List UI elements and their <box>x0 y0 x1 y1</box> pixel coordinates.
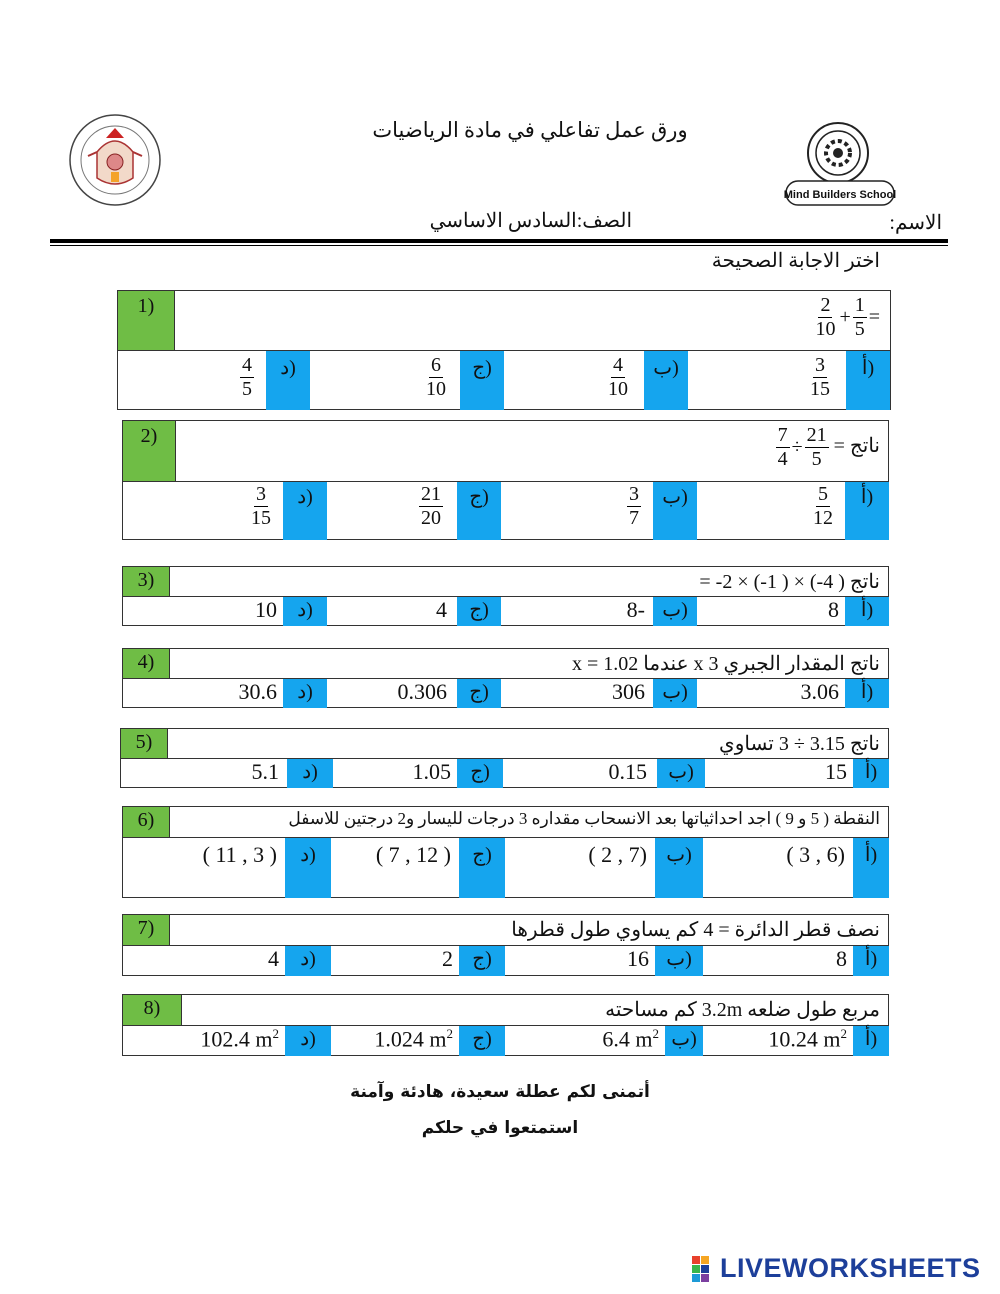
closing-line-2: استمتعوا في حلكم <box>421 1118 579 1138</box>
class-label: الصف:السادس الاساسي <box>429 210 632 232</box>
school-logo-icon <box>782 115 898 209</box>
option-a[interactable]: 8 <box>836 946 847 971</box>
option-letter-d[interactable]: د) <box>285 838 331 898</box>
option-letter-a[interactable]: أ) <box>845 597 889 626</box>
option-letter-a[interactable]: أ) <box>853 946 889 976</box>
closing-line-1: أتمنى لكم عطلة سعيدة، هادئة وآمنة <box>350 1082 650 1102</box>
option-letter-b[interactable]: ب) <box>665 1026 703 1056</box>
option-b[interactable]: ( 2 , 7) <box>588 842 647 867</box>
option-letter-a[interactable]: أ) <box>853 1026 889 1056</box>
question-text: مربع طول ضلعه 3.2m كم مساحته <box>181 995 888 1025</box>
option-c[interactable]: $\frac{6}{10}$ <box>426 354 446 400</box>
question-text: ناتج ( 4-) × ( 1-) × 2- = <box>169 567 888 596</box>
option-letter-c[interactable]: ج) <box>459 838 505 898</box>
option-a[interactable]: 10.24 $m^2$ <box>768 1026 847 1052</box>
option-d[interactable]: $\frac{4}{5}$ <box>242 354 252 400</box>
option-letter-b[interactable]: ب) <box>655 838 703 898</box>
option-letter-b[interactable]: ب) <box>644 351 688 410</box>
question-number: 8) <box>123 995 181 1025</box>
option-letter-b[interactable]: ب) <box>655 946 703 976</box>
option-letter-c[interactable]: ج) <box>460 351 504 410</box>
option-a[interactable]: $\frac{5}{12}$ <box>813 483 833 529</box>
option-d[interactable]: 30.6 <box>238 679 277 704</box>
fraction: $\frac{1}{5}$ <box>854 294 865 340</box>
option-c[interactable]: 2 <box>442 946 453 971</box>
option-a[interactable]: 8 <box>828 597 839 622</box>
option-letter-b[interactable]: ب) <box>653 482 697 540</box>
question-number: 6) <box>123 807 169 837</box>
option-letter-b[interactable]: ب) <box>657 759 705 788</box>
question-2 <box>122 420 889 540</box>
question-text: ناتج = $\frac{7}{4}$ ÷ $\frac{21}{5}$ <box>175 421 888 481</box>
option-d[interactable]: ( 11 , 3 ) <box>202 842 277 867</box>
option-letter-c[interactable]: ج) <box>459 946 505 976</box>
option-c[interactable]: ( 7 , 12 ) <box>375 842 451 867</box>
fraction: $\frac{21}{5}$ <box>806 424 827 470</box>
option-d[interactable]: 4 <box>268 946 279 971</box>
question-text: $\frac{2}{10}$ + $\frac{1}{5}$ = <box>174 291 890 350</box>
option-b[interactable]: 8- <box>626 597 645 622</box>
option-c[interactable]: $\frac{21}{20}$ <box>421 483 441 529</box>
option-b[interactable]: $\frac{3}{7}$ <box>629 483 639 529</box>
fraction: $\frac{2}{10}$ <box>815 294 836 340</box>
question-number: 7) <box>123 915 169 945</box>
option-a[interactable]: 3.06 <box>800 679 839 704</box>
question-3 <box>122 566 889 626</box>
question-7 <box>122 914 889 976</box>
option-letter-d[interactable]: د) <box>285 1026 331 1056</box>
ministry-emblem-icon <box>62 112 168 208</box>
question-number: 3) <box>123 567 169 596</box>
name-label: الاسم: <box>889 212 942 234</box>
brand-name: LIVEWORKSHEETS <box>720 1253 981 1283</box>
option-d[interactable]: $\frac{3}{15}$ <box>251 483 271 529</box>
option-letter-d[interactable]: د) <box>283 679 327 708</box>
option-letter-a[interactable]: أ) <box>853 759 889 788</box>
option-c[interactable]: 1.05 <box>412 759 451 784</box>
fraction: $\frac{7}{4}$ <box>777 424 788 470</box>
option-letter-c[interactable]: ج) <box>457 679 501 708</box>
question-text: ناتج 3.15 ÷ 3 تساوي <box>167 729 888 758</box>
option-letter-a[interactable]: أ) <box>846 351 890 410</box>
option-d[interactable]: 10 <box>255 597 277 622</box>
option-letter-d[interactable]: د) <box>283 482 327 540</box>
option-letter-c[interactable]: ج) <box>457 759 503 788</box>
question-number: 5) <box>121 729 167 758</box>
option-letter-d[interactable]: د) <box>266 351 310 410</box>
option-letter-d[interactable]: د) <box>285 946 331 976</box>
option-b[interactable]: $\frac{4}{10}$ <box>608 354 628 400</box>
option-a[interactable]: $\frac{3}{15}$ <box>810 354 830 400</box>
option-letter-b[interactable]: ب) <box>653 597 697 626</box>
question-text: النقطة ( 5 و 9 ) اجد احداثياتها بعد الانسحاب مقداره 3 درجات لليسار و2 درجتين للاسفل <box>169 807 888 837</box>
question-number: 2) <box>123 421 175 481</box>
option-letter-b[interactable]: ب) <box>653 679 697 708</box>
option-d[interactable]: 5.1 <box>251 759 279 784</box>
option-letter-c[interactable]: ج) <box>457 482 501 540</box>
option-c[interactable]: 1.024 $m^2$ <box>374 1026 453 1052</box>
question-1 <box>117 290 891 410</box>
option-b[interactable]: 306 <box>612 679 645 704</box>
option-letter-a[interactable]: أ) <box>853 838 889 898</box>
option-b[interactable]: 6.4 $m^2$ <box>602 1026 659 1052</box>
instruction-text: اختر الاجابة الصحيحة <box>711 250 880 272</box>
option-b[interactable]: 0.15 <box>608 759 647 784</box>
option-d[interactable]: 102.4 $m^2$ <box>200 1026 279 1052</box>
option-letter-c[interactable]: ج) <box>457 597 501 626</box>
option-letter-a[interactable]: أ) <box>845 679 889 708</box>
liveworksheets-logo-icon <box>692 1256 718 1284</box>
question-8 <box>122 994 889 1056</box>
option-letter-a[interactable]: أ) <box>845 482 889 540</box>
question-text: ناتج المقدار الجبري x 3 عندما x = 1.02 <box>169 649 888 678</box>
header-divider-thin <box>50 245 948 246</box>
header-divider <box>50 239 948 243</box>
option-a[interactable]: 15 <box>825 759 847 784</box>
question-text: نصف قطر الدائرة = 4 كم يساوي طول قطرها <box>169 915 888 945</box>
worksheet-title: ورق عمل تفاعلي في مادة الرياضيات <box>372 118 688 142</box>
option-c[interactable]: 0.306 <box>397 679 447 704</box>
question-number: 4) <box>123 649 169 678</box>
option-c[interactable]: 4 <box>436 597 447 622</box>
option-b[interactable]: 16 <box>627 946 649 971</box>
question-6 <box>122 806 889 898</box>
option-letter-d[interactable]: د) <box>287 759 333 788</box>
question-number: 1) <box>118 291 174 350</box>
school-logo-text: Mind Builders School <box>783 189 897 201</box>
question-5 <box>120 728 889 788</box>
option-letter-c[interactable]: ج) <box>459 1026 505 1056</box>
option-a[interactable]: ( 3 , 6) <box>786 842 845 867</box>
option-letter-d[interactable]: د) <box>283 597 327 626</box>
question-4 <box>122 648 889 708</box>
